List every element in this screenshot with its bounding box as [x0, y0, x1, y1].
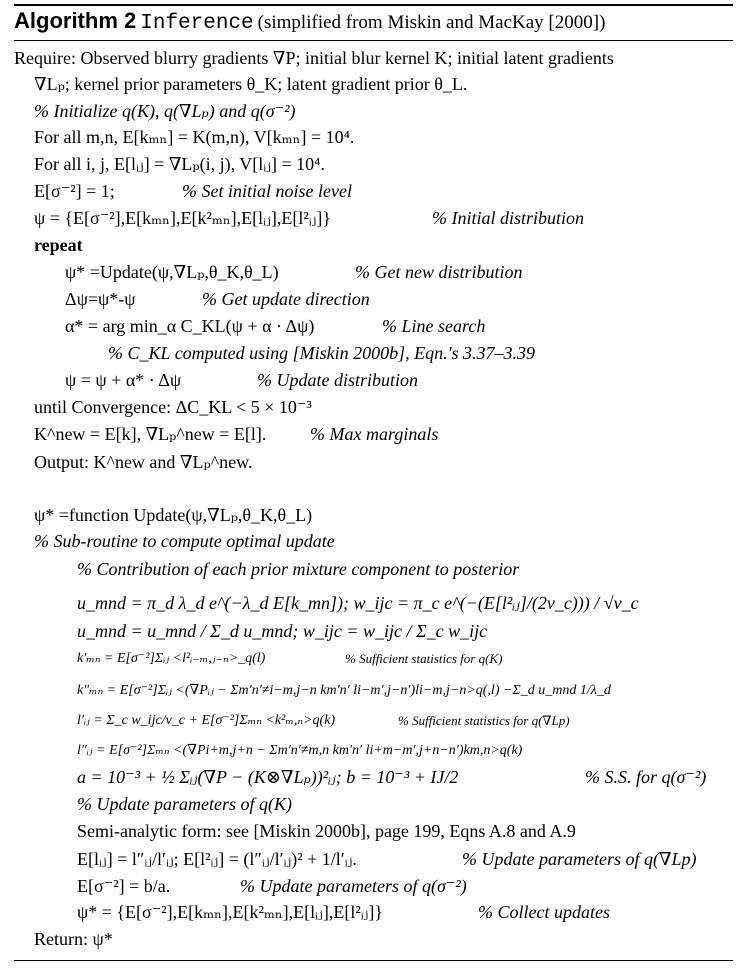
contribution-comment: % Contribution of each prior mixture component to posterior [77, 559, 520, 579]
top-rule [14, 4, 733, 6]
l-prime-comment: % Sufficient statistics for q(∇Lp) [398, 713, 570, 728]
psi-update-comment: % Update distribution [257, 370, 418, 390]
bottom-rule [14, 960, 733, 961]
k-prime-comment: % Sufficient statistics for q(K) [345, 651, 503, 666]
expectation-l-comment: % Update parameters of q(∇Lp) [462, 849, 697, 869]
subroutine-comment: % Sub-routine to compute optimal update [34, 531, 335, 551]
init-sigma: E[σ⁻²] = 1; [34, 181, 115, 201]
l-prime: l′ᵢⱼ = Σ_c w_ijc/v_c + E[σ⁻²]Σₘₙ <k²ₘ,ₙ>q(k) [77, 713, 336, 728]
alpha-comment: % Line search [382, 316, 486, 336]
knew-line: K^new = E[k], ∇Lₚ^new = E[l]. [34, 424, 267, 444]
expectation-sigma-comment: % Update parameters of q(σ⁻²) [240, 876, 467, 896]
update-k-comment: % Update parameters of q(K) [77, 794, 292, 814]
delta-psi-comment: % Get update direction [202, 289, 370, 309]
algorithm-source: (simplified from Miskin and MacKay [2000]) [257, 12, 606, 33]
update-call: ψ* =Update(ψ,∇Lₚ,θ_K,θ_L) [65, 262, 279, 282]
alpha-line-search: α* = arg min_α C_KL(ψ + α · Δψ) [65, 316, 315, 336]
a-b-equation: a = 10⁻³ + ½ Σᵢⱼ(∇P − (K⊗∇Lₚ))²ᵢⱼ; b = 10⁻³ + IJ/2 [77, 767, 459, 787]
init-kernel: For all m,n, E[kₘₙ] = K(m,n), V[kₘₙ] = 10⁴. [34, 127, 355, 147]
u-w-equation: u_mnd = π_d λ_d e^(−λ_d E[k_mn]); w_ijc = π_c e^(−(E[l²ᵢⱼ]/(2v_c))) / √v_c [77, 593, 639, 613]
algorithm-title [14, 8, 605, 35]
algorithm-name: Inference [140, 12, 254, 35]
knew-comment: % Max marginals [310, 424, 439, 444]
semi-analytic-line: Semi-analytic form: see [Miskin 2000b], page 199, Eqns A.8 and A.9 [77, 821, 576, 841]
l-double-prime: l″ᵢⱼ = E[σ⁻²]Σₘₙ <(∇Pi+m,j+n − Σm′n′≠m,n km′n′ li+m−m′,j+n−n′)km,n>q(k) [77, 743, 523, 758]
k-prime: k′ₘₙ = E[σ⁻²]Σᵢⱼ <l²ᵢ₋ₘ,ⱼ₋ₙ>_q(l) [77, 651, 266, 666]
function-definition: ψ* =function Update(ψ,∇Lₚ,θ_K,θ_L) [34, 505, 313, 525]
init-comment: % Initialize q(K), q(∇Lₚ) and q(σ⁻²) [34, 101, 296, 121]
return-line: Return: ψ* [34, 929, 113, 949]
collect-updates: ψ* = {E[σ⁻²],E[kₘₙ],E[k²ₘₙ],E[lᵢⱼ],E[l²ᵢⱼ]} [77, 902, 384, 922]
init-sigma-comment: % Set initial noise level [182, 181, 352, 201]
until-line: until Convergence: ΔC_KL < 5 × 10⁻³ [34, 397, 312, 417]
require-line-2: ∇Lₚ; kernel prior parameters θ_K; latent gradient prior θ_L. [34, 74, 468, 94]
title-rule [14, 40, 733, 41]
psi-init: ψ = {E[σ⁻²],E[kₘₙ],E[k²ₘₙ],E[lᵢⱼ],E[l²ᵢⱼ]} [34, 208, 332, 228]
output-line: Output: K^new and ∇Lₚ^new. [34, 452, 253, 472]
ckl-comment: % C_KL computed using [Miskin 2000b], Eqn.'s 3.37–3.39 [108, 343, 536, 363]
require-line-1: Require: Observed blurry gradients ∇P; initial blur kernel K; initial latent gradients [14, 48, 614, 68]
collect-comment: % Collect updates [478, 902, 610, 922]
update-call-comment: % Get new distribution [355, 262, 523, 282]
u-w-normalize: u_mnd = u_mnd / Σ_d u_mnd; w_ijc = w_ijc / Σ_c w_ijc [77, 621, 488, 641]
init-latent: For all i, j, E[lᵢⱼ] = ∇Lₚ(i, j), V[lᵢⱼ] = 10⁴. [34, 154, 325, 174]
expectation-l: E[lᵢⱼ] = l″ᵢⱼ/l′ᵢⱼ; E[l²ᵢⱼ] = (l″ᵢⱼ/l′ᵢⱼ)² + 1/l′ᵢⱼ. [77, 849, 357, 869]
psi-init-comment: % Initial distribution [432, 208, 585, 228]
algorithm-label: Algorithm 2 [14, 8, 137, 33]
a-b-comment: % S.S. for q(σ⁻²) [585, 767, 707, 787]
k-double-prime: k″ₘₙ = E[σ⁻²]Σᵢⱼ <(∇Pᵢⱼ − Σm′n′≠i−m,j−n km′n′ li−m′,j−n′)li−m,j−n>q(,l) −Σ_d u_mnd 1/λ_d [77, 683, 611, 698]
delta-psi: Δψ=ψ*-ψ [65, 289, 136, 309]
expectation-sigma: E[σ⁻²] = b/a. [77, 876, 171, 896]
repeat-keyword: repeat [34, 235, 83, 255]
psi-update: ψ = ψ + α* · Δψ [65, 370, 182, 390]
